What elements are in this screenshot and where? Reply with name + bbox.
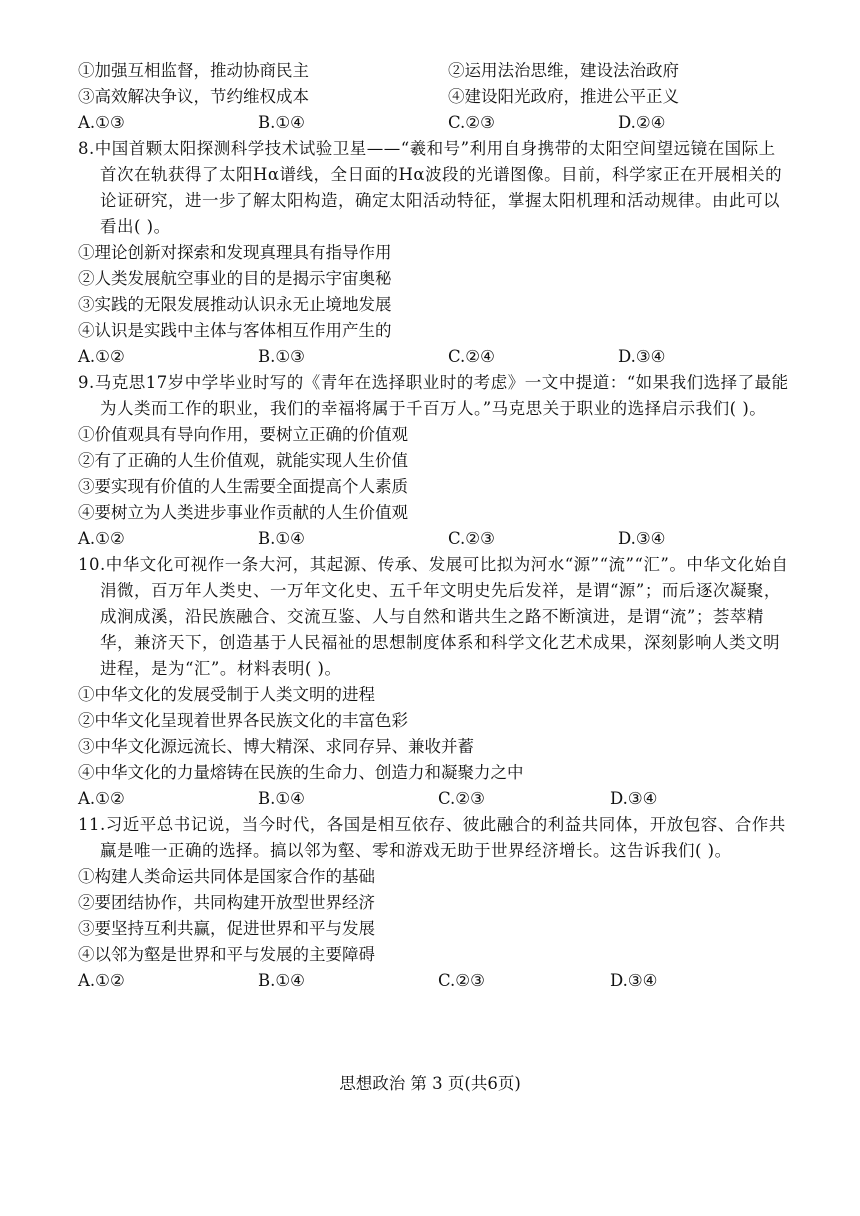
q11-answer-b: B.①④	[258, 971, 305, 990]
q7-answer-choices	[78, 110, 790, 136]
q9-option-4: ④要树立为人类进步事业作贡献的人生价值观	[78, 503, 408, 522]
page-footer: 思想政治 第 3 页(共6页)	[339, 1074, 521, 1093]
q10-option-1: ①中华文化的发展受制于人类文明的进程	[78, 685, 375, 704]
q7-option-4: ④建设阳光政府，推进公平正义	[448, 87, 679, 106]
q9-answer-b: B.①④	[258, 529, 305, 548]
q11-answer-c: C.②③	[438, 971, 485, 990]
q9-answer-c: C.②③	[448, 529, 495, 548]
q8-answer-c: C.②④	[448, 347, 495, 366]
q8-stem: 8.中国首颗太阳探测科学技术试验卫星——“羲和号”利用自身携带的太阳空间望远镜在国际上首次在轨获得了太阳Hα谱线，全日面的Hα波段的光谱图像。目前，科学家正在开展相关的论证研究，进一步了解太阳构造，确定太阳活动特征，掌握太阳机理和活动规律。由此可以看出( )。	[78, 139, 783, 236]
q10-option-2: ②中华文化呈现着世界各民族文化的丰富色彩	[78, 711, 408, 730]
q9-option-2: ②有了正确的人生价值观，就能实现人生价值	[78, 451, 408, 470]
q8-answer-d: D.③④	[618, 347, 666, 366]
q10-answer-choices	[78, 786, 790, 812]
q8-option-3: ③实践的无限发展推动认识永无止境地发展	[78, 295, 392, 314]
q8-option-4: ④认识是实践中主体与客体相互作用产生的	[78, 321, 392, 340]
q7-answer-a: A.①③	[78, 113, 125, 132]
q10-stem: 10.中华文化可视作一条大河，其起源、传承、发展可比拟为河水“源”“流”“汇”。中华文化始自涓微，百万年人类史、一万年文化史、五千年文明史先后发祥，是谓“源”；而后逐次凝聚，成涧成溪，沿民族融合、交流互鉴、人与自然和谐共生之路不断演进，是谓“流”；荟萃精华，兼济天下，创造基于人民福祉的思想制度体系和科学文化艺术成果，深刻影响人类文明进程，是为“汇”。材料表明( )。	[78, 555, 789, 678]
q9-option-3: ③要实现有价值的人生需要全面提高个人素质	[78, 477, 408, 496]
q8-option-2: ②人类发展航空事业的目的是揭示宇宙奥秘	[78, 269, 392, 288]
q11-answer-d: D.③④	[610, 971, 658, 990]
q9-answer-choices	[78, 526, 790, 552]
q7-options-row-1	[78, 58, 790, 84]
q11-option-3: ③要坚持互利共赢，促进世界和平与发展	[78, 919, 375, 938]
q9-answer-d: D.③④	[618, 529, 666, 548]
q11-option-4: ④以邻为壑是世界和平与发展的主要障碍	[78, 945, 375, 964]
q11-answer-choices	[78, 968, 790, 994]
q11-stem: 11.习近平总书记说，当今时代，各国是相互依存、彼此融合的利益共同体，开放包容、合作共赢是唯一正确的选择。搞以邻为壑、零和游戏无助于世界经济增长。这告诉我们( )。	[78, 815, 786, 860]
q10-answer-c: C.②③	[438, 789, 485, 808]
q10-option-3: ③中华文化源远流长、博大精深、求同存异、兼收并蓄	[78, 737, 474, 756]
q9-option-1: ①价值观具有导向作用，要树立正确的价值观	[78, 425, 408, 444]
q10-option-4: ④中华文化的力量熔铸在民族的生命力、创造力和凝聚力之中	[78, 763, 524, 782]
q7-options-row-2	[78, 84, 790, 110]
q7-option-1: ①加强互相监督，推动协商民主	[78, 61, 309, 80]
q10-answer-d: D.③④	[610, 789, 658, 808]
q8-answer-b: B.①③	[258, 347, 305, 366]
q10-answer-a: A.①②	[78, 789, 125, 808]
q7-option-2: ②运用法治思维，建设法治政府	[448, 61, 679, 80]
q7-answer-c: C.②③	[448, 113, 495, 132]
exam-page	[78, 58, 790, 994]
q9-answer-a: A.①②	[78, 529, 125, 548]
q7-option-3: ③高效解决争议，节约维权成本	[78, 87, 309, 106]
q9-stem: 9.马克思17岁中学毕业时写的《青年在选择职业时的考虑》一文中提道：“如果我们选择了最能为人类而工作的职业，我们的幸福将属于千百万人。”马克思关于职业的选择启示我们( )。	[78, 373, 789, 418]
q11-answer-a: A.①②	[78, 971, 125, 990]
q7-answer-d: D.②④	[618, 113, 666, 132]
q11-option-2: ②要团结协作，共同构建开放型世界经济	[78, 893, 375, 912]
q7-answer-b: B.①④	[258, 113, 305, 132]
q11-option-1: ①构建人类命运共同体是国家合作的基础	[78, 867, 375, 886]
q10-answer-b: B.①④	[258, 789, 305, 808]
q8-option-1: ①理论创新对探索和发现真理具有指导作用	[78, 243, 392, 262]
q8-answer-choices	[78, 344, 790, 370]
q8-answer-a: A.①②	[78, 347, 125, 366]
